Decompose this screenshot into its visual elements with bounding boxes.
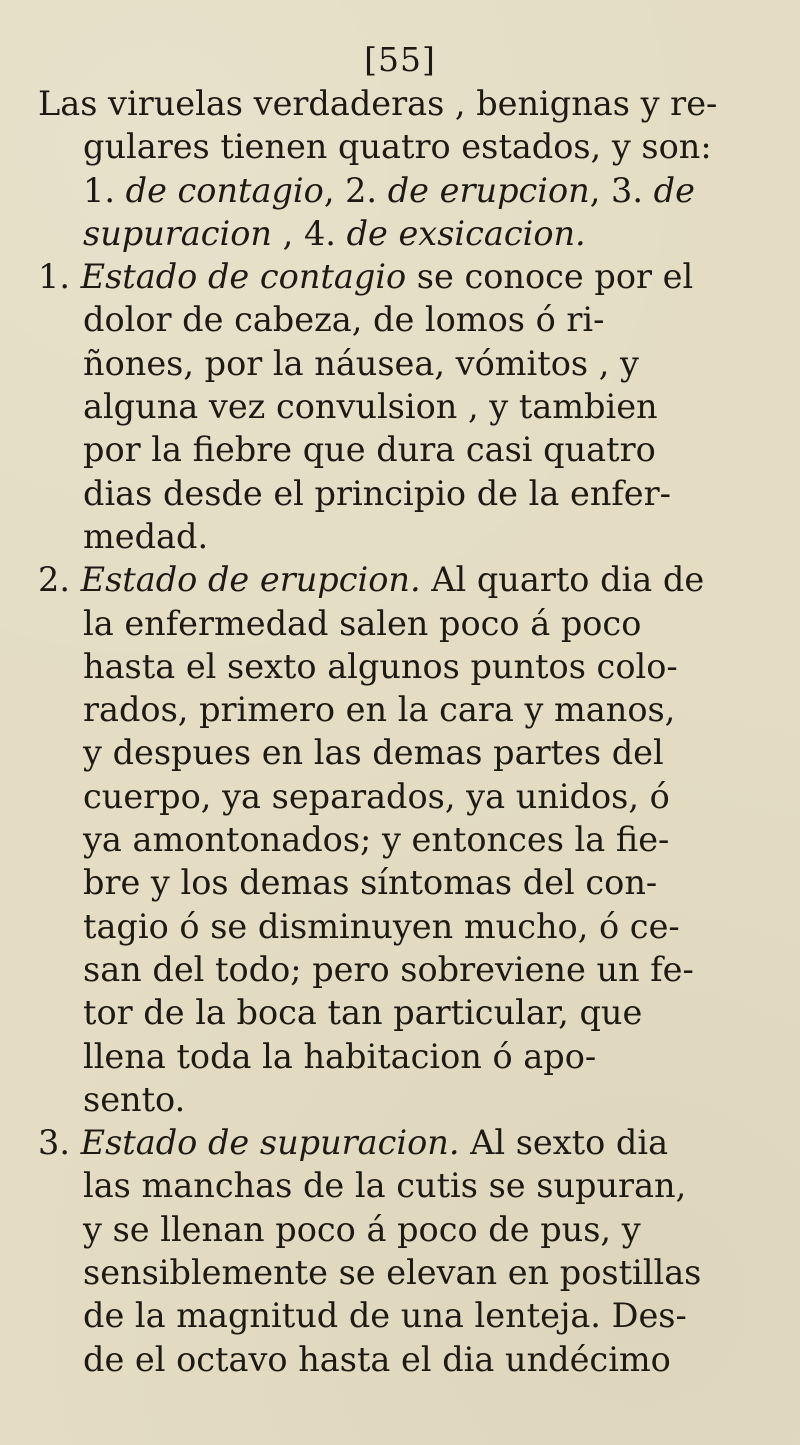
text-run: bre y los demas síntomas del con- [83, 863, 658, 903]
text-line [38, 905, 768, 948]
section-1-contagio [38, 255, 768, 558]
text-run: tagio ó se disminuyen mucho, ó ce- [83, 906, 680, 946]
italic-run: Estado de erupcion. [80, 560, 421, 600]
italic-run: Estado de contagio [80, 257, 407, 297]
text-line [38, 212, 768, 255]
text-run: 1. [38, 257, 81, 297]
italic-run: de contagio [125, 170, 324, 210]
section-3-supuracion [38, 1121, 768, 1381]
text-line [38, 1121, 768, 1164]
text-run: ñones, por la náusea, vómitos , y [83, 343, 639, 383]
text-line [38, 1251, 768, 1294]
text-run: sento. [83, 1079, 186, 1119]
text-run: , 3. [589, 170, 654, 210]
text-line [38, 428, 768, 471]
italic-run: de exsicacion. [346, 213, 586, 253]
text-line [38, 991, 768, 1034]
text-run: las manchas de la cutis se supuran, [83, 1166, 687, 1206]
text-run: ya amontonados; y entonces la fie- [83, 820, 670, 860]
text-run: rados, primero en la cara y manos, [83, 690, 676, 730]
text-run: se conoce por el [406, 257, 694, 297]
section-2-erupcion [38, 558, 768, 1121]
text-line [38, 298, 768, 341]
text-run: de la magnitud de una lenteja. Des- [83, 1296, 687, 1336]
text-line [38, 1164, 768, 1207]
text-line [38, 472, 768, 515]
text-line [38, 731, 768, 774]
page-number: [55] [364, 40, 436, 79]
intro-paragraph [38, 82, 768, 255]
text-line [38, 255, 768, 298]
text-run: 3. [38, 1123, 81, 1163]
text-run: sensiblemente se elevan en postillas [83, 1253, 702, 1293]
text-line [38, 342, 768, 385]
text-line [38, 385, 768, 428]
text-run: Al quarto dia de [420, 560, 705, 600]
text-line [38, 1338, 768, 1381]
text-run: 1. [83, 170, 126, 210]
text-line [38, 558, 768, 601]
text-run: dias desde el principio de la enfer- [83, 473, 671, 513]
text-line [38, 1078, 768, 1121]
text-run: 2. [38, 560, 81, 600]
text-run: , 4. [272, 213, 347, 253]
page-body [38, 82, 768, 1381]
text-run: tor de la boca tan particular, que [83, 993, 643, 1033]
text-line [38, 515, 768, 558]
text-line [38, 861, 768, 904]
text-run: alguna vez convulsion , y tambien [83, 387, 658, 427]
italic-run: supuracion [83, 213, 272, 253]
text-line [38, 645, 768, 688]
text-run: dolor de cabeza, de lomos ó ri- [83, 300, 605, 340]
text-line [38, 125, 768, 168]
text-run: y despues en las demas partes del [83, 733, 664, 773]
text-run: y se llenan poco á poco de pus, y [83, 1209, 641, 1249]
text-line [38, 1294, 768, 1337]
text-run: cuerpo, ya separados, ya unidos, ó [83, 776, 670, 816]
text-line [38, 82, 768, 125]
text-line [38, 688, 768, 731]
text-line [38, 818, 768, 861]
text-run: Las viruelas verdaderas , benignas y re- [38, 84, 718, 123]
text-run: Al sexto dia [459, 1123, 669, 1163]
italic-run: de erupcion [387, 170, 590, 210]
text-run: por la fiebre que dura casi quatro [83, 430, 656, 470]
text-line [38, 948, 768, 991]
text-run: medad. [83, 516, 209, 556]
text-run: san del todo; pero sobreviene un fe- [83, 949, 694, 989]
text-line [38, 775, 768, 818]
text-run: de el octavo hasta el dia undécimo [83, 1339, 671, 1379]
text-line [38, 169, 768, 212]
italic-run: Estado de supuracion. [80, 1123, 460, 1163]
italic-run: de [653, 170, 695, 210]
text-line [38, 1035, 768, 1078]
text-run: la enfermedad salen poco á poco [83, 603, 642, 643]
text-line [38, 1208, 768, 1251]
text-run: , 2. [323, 170, 388, 210]
text-run: hasta el sexto algunos puntos colo- [83, 646, 678, 686]
text-line [38, 602, 768, 645]
text-run: llena toda la habitacion ó apo- [83, 1036, 597, 1076]
text-run: gulares tienen quatro estados, y son: [83, 127, 712, 167]
